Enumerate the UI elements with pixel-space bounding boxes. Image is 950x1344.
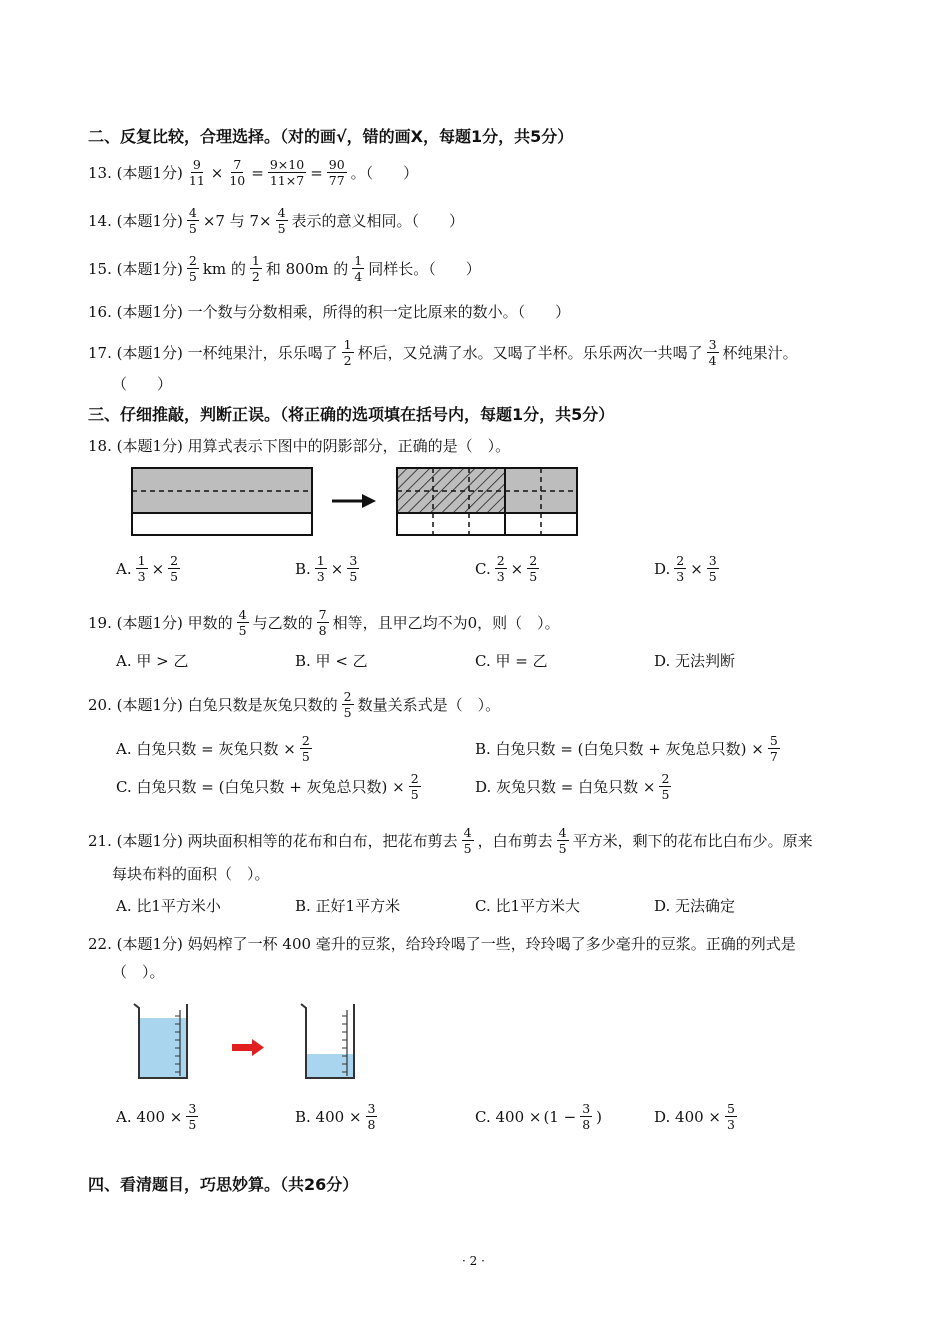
question-19: 19. (本题1分) 甲数的 $\frac{4}{5}$ 与乙数的 $\frac{7}{8}$ 相等，且甲乙均不为0，则（ ）。 (88, 607, 560, 638)
q18-right-rect (397, 468, 577, 535)
q18-left-rect (132, 468, 312, 535)
question-13: 13. (本题1分) $\frac{9}{11}$ × $\frac{7}{10}$ = $\frac{9\times 10}{11\times 7}$ = $\frac{90}{77}$ 。（ ） (88, 157, 419, 188)
q20-option-c[interactable]: C. 白兔只数 = (白兔只数 + 灰兔总只数) × $\frac{2}{5}$ (116, 771, 419, 802)
question-17: 17. (本题1分) 一杯纯果汁，乐乐喝了 $\frac{1}{2}$ 杯后，又兑满了水。又喝了半杯。乐乐两次一共喝了 $\frac{3}{4}$ 杯纯果汁。 (88, 337, 798, 368)
beaker-partial-icon (301, 1004, 354, 1078)
question-16: 16. (本题1分) 一个数与分数相乘，所得的积一定比原来的数小。（ ） (88, 303, 571, 321)
q18-option-c[interactable]: C. $\frac{2}{3}$ × $\frac{2}{5}$ (475, 553, 538, 584)
question-22: 22. (本题1分) 妈妈榨了一杯 400 毫升的豆浆，给玲玲喝了一些，玲玲喝了多少毫升的豆浆。正确的列式是 (88, 935, 796, 953)
q21-option-b[interactable]: B. 正好1平方米 (295, 897, 401, 915)
q13-frac-3: $\frac{9\times 10}{11\times 7}$ (269, 157, 305, 188)
q13-prefix: 13. (本题1分) (88, 163, 183, 182)
q18-arrow-icon (332, 494, 376, 508)
q22-beaker-diagram (130, 1000, 370, 1084)
q18-option-b[interactable]: B. $\frac{1}{3}$ × $\frac{3}{5}$ (295, 553, 358, 584)
red-arrow-icon (232, 1039, 264, 1056)
q22-option-c[interactable]: C. 400 × (1 − $\frac{3}{8}$ ) (475, 1101, 602, 1132)
question-15: 15. (本题1分) $\frac{2}{5}$ km 的 $\frac{1}{2}$ 和 800m 的 $\frac{1}{4}$ 同样长。（ ） (88, 253, 481, 284)
section-3-title: 三、仔细推敲，判断正误。（将正确的选项填在括号内，每题1分，共5分） (88, 405, 615, 424)
q13-frac-1: $\frac{9}{11}$ (188, 157, 205, 188)
q20-option-d[interactable]: D. 灰兔只数 = 白兔只数 × $\frac{2}{5}$ (475, 771, 670, 802)
page-number: · 2 · (462, 1254, 485, 1268)
q18-option-a[interactable]: A. $\frac{1}{3}$ × $\frac{2}{5}$ (116, 553, 179, 584)
beaker-full-icon (134, 1004, 187, 1078)
q21-option-c[interactable]: C. 比1平方米大 (475, 897, 581, 915)
question-20: 20. (本题1分) 白兔只数是灰兔只数的 $\frac{2}{5}$ 数量关系式是（ ）。 (88, 689, 501, 720)
q19-option-b[interactable]: B. 甲 < 乙 (295, 652, 368, 670)
q22-line2: （ ）。 (112, 963, 165, 981)
section-2-title: 二、反复比较，合理选择。（对的画√，错的画X，每题1分，共5分） (88, 127, 574, 146)
question-21: 21. (本题1分) 两块面积相等的花布和白布，把花布剪去 $\frac{4}{5}$ ，白布剪去 $\frac{4}{5}$ 平方米，剩下的花布比白布少。原来 (88, 825, 813, 856)
q13-answer-paren: 。（ ） (350, 163, 419, 182)
q19-option-d[interactable]: D. 无法判断 (654, 652, 736, 670)
q21-option-a[interactable]: A. 比1平方米小 (116, 897, 221, 915)
q18-option-d[interactable]: D. $\frac{2}{3}$ × $\frac{3}{5}$ (654, 553, 717, 584)
q18-shading-diagram (128, 464, 583, 540)
q19-option-c[interactable]: C. 甲 = 乙 (475, 652, 548, 670)
q20-option-a[interactable]: A. 白兔只数 = 灰兔只数 × $\frac{2}{5}$ (116, 733, 310, 764)
q21-option-d[interactable]: D. 无法确定 (654, 897, 736, 915)
q19-option-a[interactable]: A. 甲 > 乙 (116, 652, 189, 670)
q22-option-b[interactable]: B. 400 × $\frac{3}{8}$ (295, 1101, 376, 1132)
q21-line2: 每块布料的面积（ ）。 (112, 865, 270, 883)
q20-option-b[interactable]: B. 白兔只数 = (白兔只数 + 灰兔总只数) × $\frac{5}{7}$ (475, 733, 778, 764)
q13-frac-2: $\frac{7}{10}$ (229, 157, 246, 188)
question-14: 14. (本题1分) $\frac{4}{5}$ ×7 与 7× $\frac{4}{5}$ 表示的意义相同。（ ） (88, 205, 465, 236)
section-4-title: 四、看清题目，巧思妙算。（共26分） (88, 1175, 359, 1194)
q17-answer-paren: （ ） (112, 375, 173, 393)
question-18: 18. (本题1分) 用算式表示下图中的阴影部分，正确的是（ ）。 (88, 437, 511, 455)
q22-option-d[interactable]: D. 400 × $\frac{5}{3}$ (654, 1101, 735, 1132)
q22-option-a[interactable]: A. 400 × $\frac{3}{5}$ (116, 1101, 197, 1132)
q13-frac-4: $\frac{90}{77}$ (328, 157, 345, 188)
